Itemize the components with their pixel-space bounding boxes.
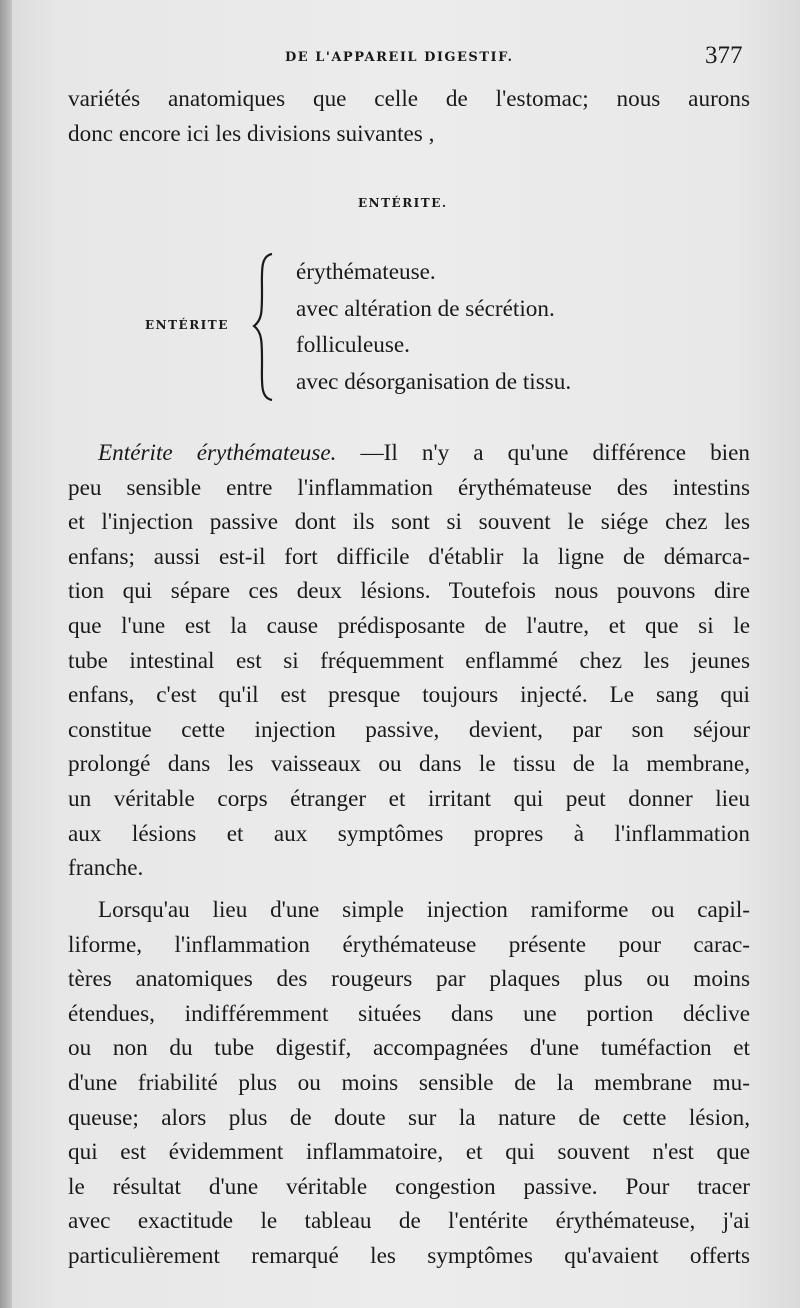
text-line: constitue cette injection passive, devient, par son séjour (68, 716, 750, 743)
text-line: avec exactitude le tableau de l'entérite érythémateuse, j'ai (68, 1208, 750, 1235)
text-line: tion qui sépare ces deux lésions. Toutefois nous pouvons dire (68, 578, 750, 605)
text-line: le résultat d'une véritable congestion passive. Pour tracer (68, 1173, 750, 1200)
text-line: queuse; alors plus de doute sur la nature de cette lésion, (68, 1104, 750, 1131)
classification-item: avec désorganisation de tissu. (296, 368, 572, 395)
page-spine-shadow (0, 0, 12, 1308)
text-line: prolongé dans les vaisseaux ou dans le tissu de la membrane, (68, 751, 750, 778)
text-line: tube intestinal est si fréquemment enflammé chez les jeunes (68, 647, 750, 674)
paragraph-heading-rest: —Il n'y a qu'une différence bien (336, 440, 750, 466)
text-line: tères anatomiques des rougeurs par plaques plus ou moins (68, 966, 750, 993)
text-line: que l'une est la cause prédisposante de l'autre, et que si le (68, 612, 750, 639)
classification-label: ENTÉRITE (145, 318, 229, 332)
text-line: particulièrement remarqué les symptômes qu'avaient offerts (68, 1242, 750, 1269)
paragraph-lorsqu-au-lieu (68, 893, 750, 1274)
text-line: d'une friabilité plus ou moins sensible de la membrane mu- (68, 1069, 750, 1096)
text-line: un véritable corps étranger et irritant qui peut donner lieu (68, 785, 750, 812)
classification-item: avec altération de sécrétion. (296, 295, 555, 322)
paragraph-heading: Entérite érythémateuse. (98, 440, 337, 466)
page-header (0, 38, 800, 78)
text-line: ou non du tube digestif, accompagnées d'une tuméfaction et (68, 1035, 750, 1062)
classification-item: folliculeuse. (296, 332, 410, 358)
text-line: aux lésions et aux symptômes propres à l'inflammation (68, 820, 750, 847)
curly-brace-icon (250, 252, 280, 402)
classification-table (0, 252, 800, 402)
section-title: ENTÉRITE. (358, 196, 448, 210)
text-line: étendues, indifféremment situées dans une portion déclive (68, 1000, 750, 1027)
text-line: enfans; aussi est-il fort difficile d'établir la ligne de démarca- (68, 543, 750, 570)
text-line: variétés anatomiques que celle de l'estomac; nous aurons (68, 86, 750, 112)
classification-item: érythémateuse. (296, 259, 436, 285)
text-line (68, 436, 750, 471)
classification-items (296, 254, 571, 400)
text-line: donc encore ici les divisions suivantes , (68, 120, 435, 147)
text-line: peu sensible entre l'inflammation érythémateuse des intestins (68, 474, 750, 501)
text-line: enfans, c'est qu'il est presque toujours injecté. Le sang qui (68, 682, 750, 709)
paragraph-enterite-erythemateuse (68, 436, 750, 886)
text-line: qui est évidemment inflammatoire, et qui souvent n'est que (68, 1139, 750, 1166)
running-head: DE L'APPAREIL DIGESTIF. (285, 50, 514, 65)
text-line: et l'injection passive dont ils sont si souvent le siége chez les (68, 509, 750, 536)
text-line: franche. (68, 855, 144, 882)
text-line: liforme, l'inflammation érythémateuse présente pour carac- (68, 931, 750, 958)
intro-paragraph (68, 82, 750, 151)
page-number: 377 (705, 42, 743, 69)
text-line: Lorsqu'au lieu d'une simple injection ramiforme ou capil- (98, 897, 750, 923)
